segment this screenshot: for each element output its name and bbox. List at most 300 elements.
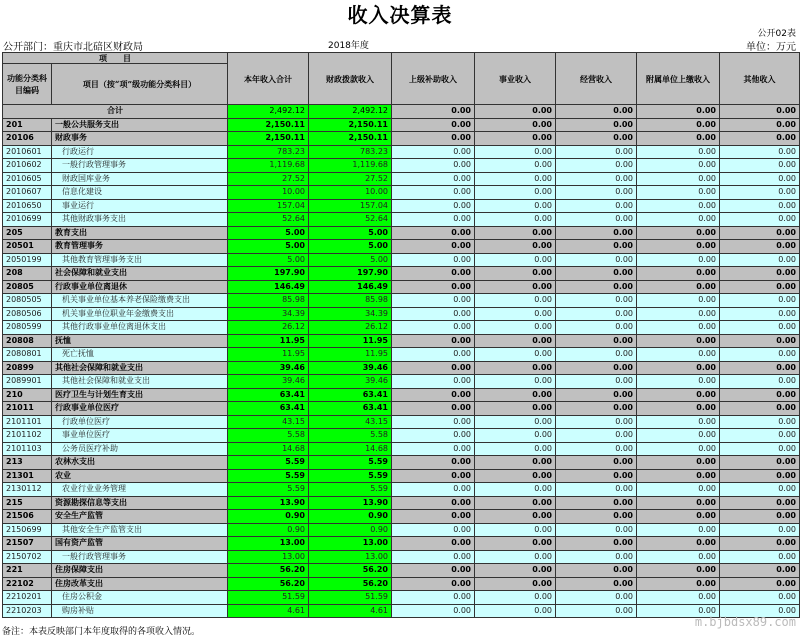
cell-value: 0.00 (637, 172, 720, 186)
table-row (3, 496, 800, 510)
cell-value: 4.61 (309, 604, 392, 618)
cell-value: 0.00 (475, 429, 556, 443)
cell-value: 0.00 (392, 307, 475, 321)
row-code: 213 (3, 456, 52, 470)
cell-value: 0.00 (392, 456, 475, 470)
table-row (3, 132, 800, 146)
header-col-business: 事业收入 (475, 53, 556, 105)
table-row (3, 186, 800, 200)
row-name: 行政单位医疗 (52, 415, 228, 429)
cell-value: 197.90 (309, 267, 392, 281)
cell-value: 0.00 (392, 604, 475, 618)
cell-value: 0.00 (637, 415, 720, 429)
row-code: 2210201 (3, 591, 52, 605)
cell-value: 0.00 (392, 361, 475, 375)
cell-value: 0.00 (475, 294, 556, 308)
row-name: 住房公积金 (52, 591, 228, 605)
cell-value: 0.00 (720, 321, 800, 335)
row-code: 221 (3, 564, 52, 578)
cell-value: 0.00 (392, 415, 475, 429)
cell-value: 0.00 (637, 145, 720, 159)
row-code: 20899 (3, 361, 52, 375)
table-row (3, 159, 800, 173)
cell-value: 0.00 (475, 483, 556, 497)
cell-value: 0.00 (637, 159, 720, 173)
row-name: 抚恤 (52, 334, 228, 348)
cell-value: 0.90 (309, 523, 392, 537)
row-name: 行政运行 (52, 145, 228, 159)
row-code: 2210203 (3, 604, 52, 618)
row-name: 资源勘探信息等支出 (52, 496, 228, 510)
cell-value: 0.00 (720, 375, 800, 389)
cell-value: 5.59 (228, 483, 309, 497)
header-item-group: 项 目 (3, 53, 228, 64)
row-code: 20805 (3, 280, 52, 294)
cell-value: 0.00 (637, 537, 720, 551)
cell-value: 1,119.68 (228, 159, 309, 173)
cell-value: 0.00 (556, 564, 637, 578)
cell-value: 5.59 (309, 469, 392, 483)
cell-value: 0.00 (392, 240, 475, 254)
cell-value: 5.00 (228, 226, 309, 240)
row-code: 2010605 (3, 172, 52, 186)
cell-value: 0.00 (720, 577, 800, 591)
row-name: 财政国库业务 (52, 172, 228, 186)
cell-value: 0.00 (637, 118, 720, 132)
table-row (3, 213, 800, 227)
cell-value: 0.00 (720, 537, 800, 551)
table-row (3, 375, 800, 389)
cell-value: 0.00 (556, 132, 637, 146)
cell-value: 0.00 (556, 321, 637, 335)
cell-value: 0.00 (392, 523, 475, 537)
cell-value: 0.00 (720, 199, 800, 213)
report-title: 收入决算表 (347, 3, 453, 27)
cell-value: 0.00 (392, 375, 475, 389)
cell-value: 0.00 (720, 496, 800, 510)
row-code: 2101103 (3, 442, 52, 456)
cell-value: 0.00 (392, 132, 475, 146)
cell-value: 0.00 (556, 361, 637, 375)
cell-value: 0.00 (720, 429, 800, 443)
cell-value: 0.00 (637, 442, 720, 456)
cell-value: 0.00 (637, 307, 720, 321)
row-name: 医疗卫生与计划生育支出 (52, 388, 228, 402)
cell-value: 0.00 (637, 213, 720, 227)
header-code: 功能分类科目编码 (3, 64, 52, 105)
table-row (3, 591, 800, 605)
cell-value: 0.90 (309, 510, 392, 524)
cell-value: 5.00 (309, 240, 392, 254)
cell-value: 0.00 (720, 361, 800, 375)
cell-value: 0.00 (720, 226, 800, 240)
cell-value: 13.00 (309, 537, 392, 551)
cell-value: 2,150.11 (309, 118, 392, 132)
cell-value: 0.00 (720, 145, 800, 159)
cell-value: 0.00 (637, 294, 720, 308)
cell-value: 13.00 (309, 550, 392, 564)
cell-value: 0.00 (720, 307, 800, 321)
header-name: 项目（按“项”级功能分类科目） (52, 64, 228, 105)
cell-value: 0.00 (392, 105, 475, 119)
cell-value: 0.00 (475, 226, 556, 240)
table-row (3, 280, 800, 294)
cell-value: 39.46 (309, 361, 392, 375)
cell-value: 51.59 (309, 591, 392, 605)
row-name: 一般公共服务支出 (52, 118, 228, 132)
row-code: 2080505 (3, 294, 52, 308)
row-code: 21506 (3, 510, 52, 524)
cell-value: 1,119.68 (309, 159, 392, 173)
cell-value: 0.00 (475, 145, 556, 159)
row-code: 2080506 (3, 307, 52, 321)
cell-value: 0.00 (475, 604, 556, 618)
row-code: 20106 (3, 132, 52, 146)
cell-value: 0.00 (392, 253, 475, 267)
header-col-total: 本年收入合计 (228, 53, 309, 105)
cell-value: 27.52 (309, 172, 392, 186)
cell-value: 0.00 (637, 361, 720, 375)
cell-value: 11.95 (309, 334, 392, 348)
cell-value: 0.00 (720, 186, 800, 200)
cell-value: 0.00 (556, 159, 637, 173)
row-code: 2150699 (3, 523, 52, 537)
cell-value: 0.00 (556, 375, 637, 389)
cell-value: 0.00 (392, 145, 475, 159)
row-code: 21301 (3, 469, 52, 483)
row-code: 215 (3, 496, 52, 510)
watermark: m.bjbdsx89.com (694, 615, 796, 629)
cell-value: 0.00 (637, 550, 720, 564)
cell-value: 0.00 (556, 118, 637, 132)
cell-value: 5.58 (228, 429, 309, 443)
cell-value: 0.00 (475, 456, 556, 470)
cell-value: 0.00 (392, 429, 475, 443)
cell-value: 0.00 (392, 442, 475, 456)
unit-label: 单位：万元 (746, 42, 796, 53)
cell-value: 5.00 (309, 253, 392, 267)
cell-value: 0.00 (637, 199, 720, 213)
table-row (3, 253, 800, 267)
row-name: 安全生产监管 (52, 510, 228, 524)
cell-value: 39.46 (228, 361, 309, 375)
cell-value: 0.00 (720, 280, 800, 294)
cell-value: 2,150.11 (228, 132, 309, 146)
cell-value: 0.00 (637, 388, 720, 402)
cell-value: 0.00 (637, 577, 720, 591)
row-name: 其他行政事业单位离退休支出 (52, 321, 228, 335)
table-row (3, 550, 800, 564)
cell-value: 0.00 (720, 483, 800, 497)
cell-value: 0.00 (475, 199, 556, 213)
cell-value: 0.00 (556, 226, 637, 240)
table-row (3, 307, 800, 321)
table-row (3, 334, 800, 348)
cell-value: 157.04 (228, 199, 309, 213)
table-row (3, 348, 800, 362)
row-name: 一般行政管理事务 (52, 550, 228, 564)
cell-value: 2,150.11 (309, 132, 392, 146)
cell-value: 13.00 (228, 537, 309, 551)
cell-value: 0.00 (556, 483, 637, 497)
cell-value: 0.00 (392, 321, 475, 335)
cell-value: 0.00 (475, 361, 556, 375)
cell-value: 0.00 (392, 280, 475, 294)
row-code: 22102 (3, 577, 52, 591)
cell-value: 0.00 (392, 469, 475, 483)
row-name: 事业运行 (52, 199, 228, 213)
cell-value: 13.90 (309, 496, 392, 510)
cell-value: 5.59 (228, 469, 309, 483)
cell-value: 5.59 (309, 456, 392, 470)
cell-value: 0.00 (556, 199, 637, 213)
cell-value: 51.59 (228, 591, 309, 605)
cell-value: 0.00 (637, 469, 720, 483)
form-number: 公开02表 (757, 29, 796, 39)
cell-value: 0.00 (720, 456, 800, 470)
cell-value: 0.00 (475, 132, 556, 146)
cell-value: 11.95 (228, 348, 309, 362)
cell-value: 0.00 (392, 118, 475, 132)
cell-value: 0.00 (556, 429, 637, 443)
row-name: 一般行政管理事务 (52, 159, 228, 173)
cell-value: 0.00 (637, 496, 720, 510)
cell-value: 0.00 (637, 375, 720, 389)
cell-value: 0.00 (556, 402, 637, 416)
cell-value: 0.00 (556, 294, 637, 308)
cell-value: 0.00 (392, 172, 475, 186)
row-name: 信息化建设 (52, 186, 228, 200)
cell-value: 0.00 (556, 415, 637, 429)
table-row (3, 105, 800, 119)
row-name: 住房保障支出 (52, 564, 228, 578)
row-code: 2010699 (3, 213, 52, 227)
cell-value: 0.00 (556, 496, 637, 510)
cell-value: 0.00 (392, 537, 475, 551)
row-name: 教育支出 (52, 226, 228, 240)
row-name: 其他财政事务支出 (52, 213, 228, 227)
cell-value: 52.64 (309, 213, 392, 227)
cell-value: 63.41 (228, 388, 309, 402)
cell-value: 0.00 (475, 159, 556, 173)
cell-value: 4.61 (228, 604, 309, 618)
row-code: 2101101 (3, 415, 52, 429)
cell-value: 197.90 (228, 267, 309, 281)
cell-value: 0.00 (475, 496, 556, 510)
fiscal-year: 2018年度 (328, 41, 369, 51)
row-code: 2010602 (3, 159, 52, 173)
cell-value: 0.00 (720, 591, 800, 605)
cell-value: 0.00 (475, 442, 556, 456)
cell-value: 0.00 (556, 280, 637, 294)
cell-value: 0.00 (556, 348, 637, 362)
cell-value: 0.00 (475, 348, 556, 362)
cell-value: 0.00 (475, 415, 556, 429)
row-name: 公务员医疗补助 (52, 442, 228, 456)
cell-value: 0.00 (556, 591, 637, 605)
cell-value: 5.58 (309, 429, 392, 443)
cell-value: 783.23 (309, 145, 392, 159)
table-row (3, 564, 800, 578)
cell-value: 0.00 (637, 240, 720, 254)
cell-value: 5.00 (309, 226, 392, 240)
table-row (3, 118, 800, 132)
cell-value: 0.00 (637, 564, 720, 578)
cell-value: 0.00 (720, 159, 800, 173)
cell-value: 0.00 (392, 496, 475, 510)
cell-value: 63.41 (309, 402, 392, 416)
table-row (3, 199, 800, 213)
cell-value: 0.00 (392, 348, 475, 362)
row-name: 农林水支出 (52, 456, 228, 470)
cell-value: 11.95 (228, 334, 309, 348)
cell-value: 0.00 (720, 442, 800, 456)
cell-value: 0.00 (637, 253, 720, 267)
cell-value: 0.00 (392, 226, 475, 240)
table-row (3, 415, 800, 429)
cell-value: 34.39 (228, 307, 309, 321)
cell-value: 0.00 (637, 226, 720, 240)
cell-value: 0.00 (556, 145, 637, 159)
cell-value: 0.00 (392, 510, 475, 524)
cell-value: 39.46 (309, 375, 392, 389)
cell-value: 0.00 (556, 172, 637, 186)
footnote: 备注：本表反映部门本年度取得的各项收入情况。 (2, 627, 201, 637)
table-row (3, 226, 800, 240)
table-row (3, 145, 800, 159)
cell-value: 0.00 (556, 442, 637, 456)
cell-value: 0.00 (720, 105, 800, 119)
cell-value: 0.00 (475, 510, 556, 524)
cell-value: 0.00 (556, 105, 637, 119)
row-code: 210 (3, 388, 52, 402)
cell-value: 2,492.12 (309, 105, 392, 119)
table-row (3, 523, 800, 537)
cell-value: 0.00 (637, 483, 720, 497)
cell-value: 0.00 (475, 105, 556, 119)
cell-value: 63.41 (309, 388, 392, 402)
cell-value: 0.00 (556, 469, 637, 483)
row-code: 2130112 (3, 483, 52, 497)
table-row (3, 537, 800, 551)
row-name: 事业单位医疗 (52, 429, 228, 443)
cell-value: 0.00 (637, 510, 720, 524)
row-code: 2080599 (3, 321, 52, 335)
row-code: 2101102 (3, 429, 52, 443)
row-code: 2089901 (3, 375, 52, 389)
cell-value: 11.95 (309, 348, 392, 362)
cell-value: 0.00 (556, 307, 637, 321)
table-row (3, 294, 800, 308)
cell-value: 43.15 (309, 415, 392, 429)
cell-value: 0.00 (556, 240, 637, 254)
cell-value: 0.00 (637, 280, 720, 294)
row-code: 2080801 (3, 348, 52, 362)
row-name: 教育管理事务 (52, 240, 228, 254)
row-name: 机关事业单位职业年金缴费支出 (52, 307, 228, 321)
table-row (3, 456, 800, 470)
cell-value: 0.00 (475, 321, 556, 335)
cell-value: 56.20 (309, 577, 392, 591)
cell-value: 0.00 (720, 564, 800, 578)
cell-value: 0.00 (475, 469, 556, 483)
cell-value: 0.00 (392, 186, 475, 200)
row-name: 国有资产监管 (52, 537, 228, 551)
cell-value: 0.00 (475, 550, 556, 564)
cell-value: 0.00 (475, 118, 556, 132)
table-row (3, 361, 800, 375)
row-code: 20501 (3, 240, 52, 254)
row-name: 其他教育管理事务支出 (52, 253, 228, 267)
row-code: 2010607 (3, 186, 52, 200)
cell-value: 0.00 (720, 294, 800, 308)
department-label: 公开部门：重庆市北碚区财政局 (3, 42, 143, 53)
cell-value: 0.00 (475, 577, 556, 591)
cell-value: 0.00 (637, 604, 720, 618)
cell-value: 0.00 (475, 388, 556, 402)
cell-value: 0.00 (720, 267, 800, 281)
cell-value: 13.00 (228, 550, 309, 564)
cell-value: 5.00 (228, 253, 309, 267)
cell-value: 0.00 (475, 253, 556, 267)
cell-value: 0.00 (556, 186, 637, 200)
cell-value: 0.00 (556, 550, 637, 564)
row-code: 21507 (3, 537, 52, 551)
cell-value: 0.00 (392, 388, 475, 402)
cell-value: 0.00 (475, 334, 556, 348)
cell-value: 0.00 (475, 186, 556, 200)
cell-value: 0.00 (392, 483, 475, 497)
cell-value: 146.49 (228, 280, 309, 294)
header-col-other: 其他收入 (720, 53, 800, 105)
cell-value: 0.00 (475, 402, 556, 416)
cell-value: 56.20 (228, 577, 309, 591)
cell-value: 0.00 (720, 415, 800, 429)
cell-value: 5.59 (228, 456, 309, 470)
cell-value: 2,492.12 (228, 105, 309, 119)
cell-value: 0.00 (720, 550, 800, 564)
cell-value: 0.00 (475, 523, 556, 537)
cell-value: 43.15 (228, 415, 309, 429)
row-code: 2050199 (3, 253, 52, 267)
cell-value: 26.12 (309, 321, 392, 335)
table-row (3, 510, 800, 524)
cell-value: 0.00 (720, 213, 800, 227)
cell-value: 0.00 (720, 118, 800, 132)
table-row (3, 442, 800, 456)
cell-value: 0.90 (228, 523, 309, 537)
row-code: 201 (3, 118, 52, 132)
row-code: 20808 (3, 334, 52, 348)
cell-value: 0.00 (392, 213, 475, 227)
cell-value: 0.00 (475, 375, 556, 389)
cell-value: 0.00 (556, 577, 637, 591)
table-row (3, 604, 800, 618)
cell-value: 0.00 (392, 294, 475, 308)
cell-value: 0.00 (637, 348, 720, 362)
cell-value: 0.00 (720, 510, 800, 524)
cell-value: 0.00 (392, 267, 475, 281)
cell-value: 0.00 (720, 132, 800, 146)
cell-value: 0.00 (392, 199, 475, 213)
cell-value: 157.04 (309, 199, 392, 213)
cell-value: 0.00 (475, 267, 556, 281)
cell-value: 13.90 (228, 496, 309, 510)
cell-value: 5.00 (228, 240, 309, 254)
cell-value: 0.00 (720, 334, 800, 348)
cell-value: 14.68 (228, 442, 309, 456)
cell-value: 0.00 (475, 172, 556, 186)
